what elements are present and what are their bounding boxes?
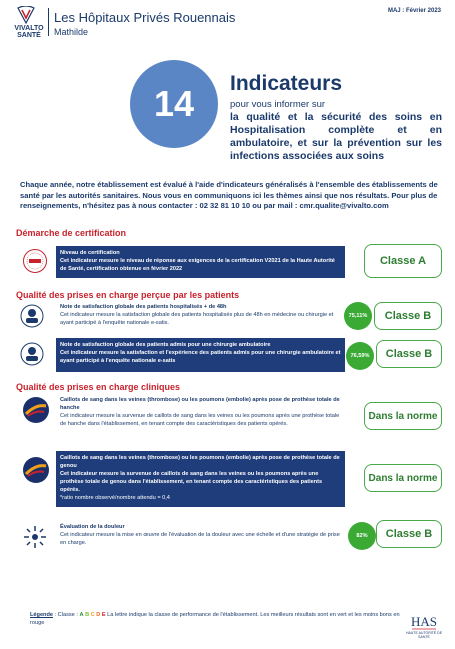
- thumbs-up-icon: [20, 304, 44, 328]
- legend-prefix: : Classe :: [53, 612, 80, 618]
- legend-suffix: La lettre indique la classe de performance de l'établissement. Les meilleurs résultats sont en vert et les moins bons en rouge: [30, 612, 400, 626]
- douleur-box: [56, 520, 345, 552]
- update-date: MAJ : Février 2023: [387, 8, 441, 14]
- has-logo-text: HAS: [410, 614, 438, 629]
- subtitle-lead: pour vous informer sur: [230, 99, 326, 110]
- vivalto-logo: [6, 6, 46, 40]
- satisfaction-48h-box: [56, 300, 345, 332]
- douleur-text: Cet indicateur mesure la mise en œuvre de l'évaluation de la douleur avec une échelle et d'une stratégie de prise en charge.: [60, 532, 340, 546]
- certification-title: Niveau de certification: [60, 250, 120, 256]
- org-name: Les Hôpitaux Privés Rouennais: [54, 10, 236, 25]
- legend-label: Légende: [30, 612, 54, 618]
- caillots-hanche-title: Caillots de sang dans les veines (thrombose) ou les poumons (embolie) après pose de prothèse totale de hanche: [60, 397, 340, 411]
- intro-paragraph: Chaque année, notre établissement est évalué à l'aide d'indicateurs généralisés à l'ensemble des établissements de santé par les autorités sanitaires. Nous vous en communiquons ici les thèmes ainsi que nos résultats. Pour plus de renseignements, n'hésitez pas à nous contacter : 02 32 81 10 10 ou par mail : cmr.qualite@vivalto.com: [20, 180, 438, 210]
- douleur-result: Classe B: [376, 520, 442, 548]
- satisfaction-48h-text: Cet indicateur mesure la satisfaction globale des patients hospitalisés plus de 48h en médecine ou chirurgie et ayant participé à l'enquête nationale e-satis.: [60, 312, 334, 326]
- legend-class-e: E: [101, 612, 106, 618]
- caillots-genou-ratio: *ratio nombre observé/nombre attendu = 0,4: [60, 495, 170, 501]
- satisfaction-ambulatoire-score: 76,59%: [346, 342, 374, 370]
- logo-line2: SANTÉ: [17, 32, 41, 39]
- page-title: Indicateurs: [230, 72, 343, 95]
- caillots-genou-result: Dans la norme: [364, 464, 442, 492]
- header: [0, 0, 455, 42]
- satisfaction-48h-result: Classe B: [374, 302, 442, 330]
- legend-class-c: C: [90, 612, 95, 618]
- satisfaction-ambulatoire-text: Cet indicateur mesure la satisfaction et l'expérience des patients admis pour une chirurgie ambulatoire et ayant participé à l'enquête nationale e-satis: [60, 350, 341, 364]
- caillots-genou-title: Caillots de sang dans les veines (thrombose) ou les poumons (embolie) après pose de prothèse totale de genou: [60, 455, 340, 469]
- satisfaction-ambulatoire-title: Note de satisfaction globale des patients admis pour une chirurgie ambulatoire: [60, 342, 271, 348]
- caillots-genou-box: [56, 451, 345, 507]
- certification-text: Cet indicateur mesure le niveau de réponse aux exigences de la certification V2021 de la Haute Autorité de Santé, certification obtenue en février 2022: [60, 258, 335, 272]
- site-name: Mathilde: [54, 27, 89, 37]
- section-certification: Démarche de certification: [16, 228, 127, 238]
- satisfaction-48h-title: Note de satisfaction globale des patients hospitalisés + de 48h: [60, 304, 227, 310]
- indicator-count-circle: 14: [130, 60, 218, 148]
- page-subtitle: [230, 98, 442, 163]
- vivalto-mark-icon: [16, 6, 36, 24]
- header-divider: [48, 8, 49, 36]
- legend-class-a: A: [79, 612, 84, 618]
- logo-line1: VIVALTO: [14, 25, 44, 32]
- douleur-title: Évaluation de la douleur: [60, 524, 125, 530]
- satisfaction-ambulatoire-result: Classe B: [376, 340, 442, 368]
- caillots-hanche-text: Cet indicateur mesure la survenue de caillots de sang dans les veines ou les poumons après une prothèse totale de hanche dans l'établissement, en tenant compte des caractéristiques des patients opérés.: [60, 413, 340, 427]
- douleur-score: 82%: [348, 522, 376, 550]
- caillots-hanche-result: Dans la norme: [364, 402, 442, 430]
- satisfaction-48h-score: 75,11%: [344, 302, 372, 330]
- hip-xray-icon: [22, 396, 50, 424]
- has-subtitle: HAUTE AUTORITÉ DE SANTÉ: [405, 631, 443, 639]
- certification-box: [56, 246, 345, 278]
- logo-text: [6, 25, 52, 39]
- legend-class-b: B: [85, 612, 90, 618]
- caillots-genou-text: Cet indicateur mesure la survenue de caillots de sang dans les veines ou les poumons après une prothèse totale de genou dans l'établissement, en tenant compte des caractéristiques des patients opérés.: [60, 471, 323, 493]
- legend: [30, 611, 410, 627]
- subtitle-body: la qualité et la sécurité des soins en Hospitalisation complète et en ambulatoire, et sur la prévention sur les infections associées aux soins: [230, 111, 442, 162]
- satisfaction-ambulatoire-box: [56, 338, 345, 372]
- has-seal-icon: [22, 248, 48, 274]
- caillots-hanche-box: [56, 393, 345, 441]
- thumbs-up-icon: [20, 342, 44, 366]
- section-cliniques: Qualité des prises en charge cliniques: [16, 382, 181, 392]
- has-logo-icon: [408, 612, 440, 632]
- section-patients: Qualité des prises en charge perçue par les patients: [16, 290, 240, 300]
- legend-class-d: D: [96, 612, 101, 618]
- certification-result: Classe A: [364, 244, 442, 278]
- knee-xray-icon: [22, 456, 50, 484]
- pain-burst-icon: [22, 524, 48, 550]
